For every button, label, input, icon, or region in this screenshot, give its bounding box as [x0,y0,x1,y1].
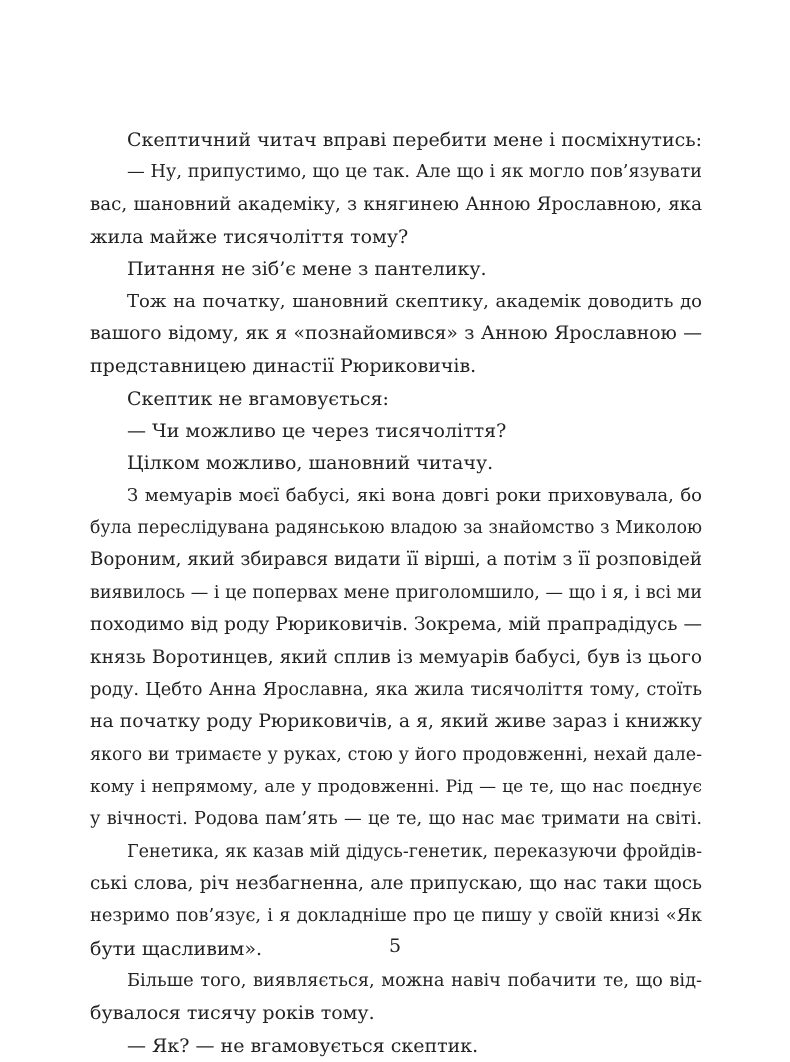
text-line: — Ну, припустимо, що це так. Але що і як могло пов’язувати [127,162,702,183]
text-line: Тож на початку, шановний скептику, академік доводить до [127,290,702,312]
text-line: роду. Цебто Анна Ярославна, яка жила тисячоліття тому, стоїть [90,679,702,700]
text-line: якого ви тримаєте у руках, стою у його продовженні, нехай дале- [90,744,702,765]
text-line: Генетика, як казав мій дідусь-генетик, переказуючи фройдів- [127,841,702,862]
text-line: жила майже тисячоліття тому? [90,226,409,249]
text-line: Більше того, виявляється, можна навіч побачити те, що від- [127,970,702,991]
text-line: на початку роду Рюриковичів, а я, який живе зараз і книжку [90,711,702,733]
text-line: була переслідувана радянською владою за знайомство з Миколою [90,518,702,539]
text-line: З мемуарів моєї бабусі, які вона довгі роки приховувала, бо [127,484,702,506]
text-line: — Як? — не вгамовується скептик. [127,1034,479,1057]
text-line: Вороним, який збирався видати її вірші, а потім з її розповідей [90,549,702,571]
text-line: вас, шановний академіку, з княгинею Анною Ярославною, яка [90,193,702,215]
text-line: Скептичний читач вправі перебити мене і посміхнутись: [127,129,702,151]
text-line: бути щасливим». [90,937,263,960]
page-number: 5 [388,935,402,957]
text-line: бувалося тисячу років тому. [90,1002,375,1025]
text-line: у вічності. Родова пам’ять — це те, що нас має тримати на світі. [90,809,702,830]
text-line: Скептик не вгамовується: [127,387,389,410]
text-line: походимо від роду Рюриковичів. Зокрема, мій прапрадідусь — [90,614,702,636]
text-line: вашого відому, як я «познайомився» з Анною Ярославною — [90,323,702,345]
text-line: представницею династії Рюриковичів. [90,355,477,378]
text-line: ські слова, річ незбагненна, але припускаю, що нас таки щось [90,872,702,894]
text-line: кому і непрямому, але у продовженні. Рід — це те, що нас поєднує [90,776,702,797]
text-line: незримо пов’язує, і я докладніше про це пишу у своїй книзі «Як [90,906,702,927]
body-text [90,124,702,1062]
text-line: Цілком можливо, шановний читачу. [127,452,494,475]
text-line: Питання не зіб’є мене з пантелику. [127,258,487,281]
text-line: — Чи можливо це через тисячоліття? [127,420,507,443]
text-line: виявилось — і це попервах мене приголомшило, — що і я, і всі ми [90,582,702,603]
text-line: князь Воротинцев, який сплив із мемуарів бабусі, був із цього [90,646,702,668]
